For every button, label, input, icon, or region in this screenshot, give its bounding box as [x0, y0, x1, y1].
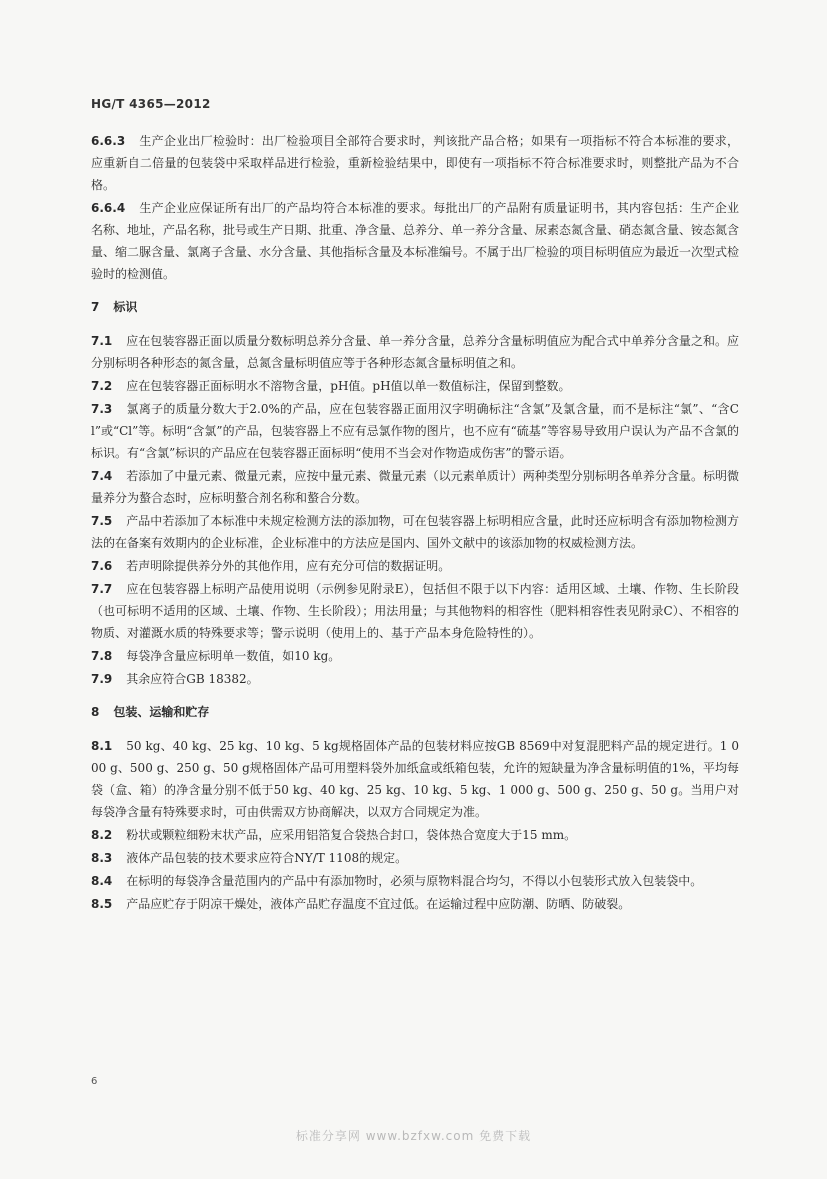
clause-7-8 [91, 645, 739, 667]
clause-number: 7.7 [91, 582, 113, 596]
clause-text: 若添加了中量元素、微量元素，应按中量元素、微量元素（以元素单质计）两种类型分别标明各单养分含量。标明微量养分为螯合态时，应标明螯合剂名称和螯合分数。 [91, 469, 739, 505]
clause-number: 8.4 [91, 874, 113, 888]
clause-text: 生产企业出厂检验时：出厂检验项目全部符合要求时，判该批产品合格；如果有一项指标不符合本标准的要求，应重新自二倍量的包装袋中采取样品进行检验，重新检验结果中，即使有一项指标不符合标准要求时，则整批产品为不合格。 [91, 134, 739, 192]
clause-7-4 [91, 465, 739, 509]
clause-number: 8.3 [91, 851, 113, 865]
clause-text: 在标明的每袋净含量范围内的产品中有添加物时，必须与原物料混合均匀，不得以小包装形式放入包装袋中。 [126, 874, 703, 888]
clause-6-6-4 [91, 197, 739, 285]
clause-8-4 [91, 870, 739, 892]
section-number: 8 [91, 705, 100, 719]
clause-6-6-3 [91, 130, 739, 196]
clause-text: 应在包装容器正面标明水不溶物含量，pH值。pH值以单一数值标注，保留到整数。 [126, 379, 571, 393]
clause-number: 7.3 [91, 402, 113, 416]
clause-number: 7.4 [91, 469, 113, 483]
page-number: 6 [91, 1076, 98, 1087]
clause-number: 7.6 [91, 559, 113, 573]
clause-8-1 [91, 735, 739, 823]
clause-7-2 [91, 375, 739, 397]
document-body [91, 130, 739, 916]
clause-number: 7.9 [91, 672, 113, 686]
clause-7-9 [91, 668, 739, 690]
clause-text: 其余应符合GB 18382。 [126, 672, 259, 686]
clause-text: 产品中若添加了本标准中未规定检测方法的添加物，可在包装容器上标明相应含量，此时还应标明含有添加物检测方法的在备案有效期内的企业标准，企业标准中的方法应是国内、国外文献中的该添加物的权威检测方法。 [91, 514, 739, 550]
clause-text: 氯离子的质量分数大于2.0%的产品，应在包装容器正面用汉字明确标注“含氯”及氯含量，而不是标注“氯”、“含Cl”或“Cl”等。标明“含氯”的产品，包装容器上不应有忌氯作物的图片，也不应有“硫基”等容易导致用户误认为产品不含氯的标识。有“含氯”标识的产品应在包装容器正面标明“使用不当会对作物造成伤害”的警示语。 [91, 402, 739, 460]
clause-7-7 [91, 578, 739, 644]
section-title: 标识 [113, 300, 138, 314]
clause-7-1 [91, 330, 739, 374]
clause-number: 8.5 [91, 897, 113, 911]
section-heading-7 [91, 296, 739, 318]
clause-number: 8.1 [91, 739, 113, 753]
clause-number: 7.1 [91, 334, 113, 348]
clause-number: 8.2 [91, 828, 113, 842]
standard-code: HG/T 4365—2012 [91, 97, 211, 111]
clause-number: 6.6.3 [91, 134, 126, 148]
clause-number: 7.2 [91, 379, 113, 393]
clause-text: 生产企业应保证所有出厂的产品均符合本标准的要求。每批出厂的产品附有质量证明书，其内容包括：生产企业名称、地址，产品名称，批号或生产日期、批重、净含量、总养分、单一养分含量、尿素态氮含量、硝态氮含量、铵态氮含量、缩二脲含量、氯离子含量、水分含量、其他指标含量及本标准编号。不属于出厂检验的项目标明值应为最近一次型式检验时的检测值。 [91, 201, 740, 281]
clause-text: 液体产品包装的技术要求应符合NY/T 1108的规定。 [126, 851, 408, 865]
clause-text: 产品应贮存于阴凉干燥处，液体产品贮存温度不宜过低。在运输过程中应防潮、防晒、防破裂。 [126, 897, 631, 911]
clause-number: 6.6.4 [91, 201, 126, 215]
clause-7-5 [91, 510, 739, 554]
clause-8-3 [91, 847, 739, 869]
clause-7-6 [91, 555, 739, 577]
clause-text: 50 kg、40 kg、25 kg、10 kg、5 kg规格固体产品的包装材料应按GB 8569中对复混肥料产品的规定进行。1 000 g、500 g、250 g、50 g规格固体产品可用塑料袋外加纸盒或纸箱包装，允许的短缺量为净含量标明值的1%，平均每袋（盒、箱）的净含量分别不低于50 kg、40 kg、25 kg、10 kg、5 kg、1 000 g、500 g、250 g、50 g。当用户对每袋净含量有特殊要求时，可由供需双方协商解决，以双方合同规定为准。 [91, 739, 739, 819]
clause-8-2 [91, 824, 739, 846]
clause-text: 粉状或颗粒细粉末状产品，应采用铝箔复合袋热合封口，袋体热合宽度大于15 mm。 [126, 828, 577, 842]
clause-8-5 [91, 893, 739, 915]
watermark-text: 标准分享网 www.bzfxw.com 免费下载 [295, 1129, 532, 1143]
section-title: 包装、运输和贮存 [113, 705, 210, 719]
section-heading-8 [91, 701, 739, 723]
clause-text: 若声明除提供养分外的其他作用，应有充分可信的数据证明。 [126, 559, 451, 573]
clause-text: 应在包装容器正面以质量分数标明总养分含量、单一养分含量，总养分含量标明值应为配合式中单养分含量之和。应分别标明各种形态的氮含量，总氮含量标明值应等于各种形态氮含量标明值之和。 [91, 334, 739, 370]
clause-text: 每袋净含量应标明单一数值，如10 kg。 [126, 649, 341, 663]
clause-text: 应在包装容器上标明产品使用说明（示例参见附录E），包括但不限于以下内容：适用区域、土壤、作物、生长阶段（也可标明不适用的区域、土壤、作物、生长阶段）；用法用量；与其他物料的相容性（肥料相容性表见附录C）、不相容的物质、对灌溉水质的特殊要求等；警示说明（使用上的、基于产品本身危险特性的）。 [91, 582, 739, 640]
clause-number: 7.8 [91, 649, 113, 663]
section-number: 7 [91, 300, 100, 314]
clause-number: 7.5 [91, 514, 113, 528]
clause-7-3 [91, 398, 739, 464]
